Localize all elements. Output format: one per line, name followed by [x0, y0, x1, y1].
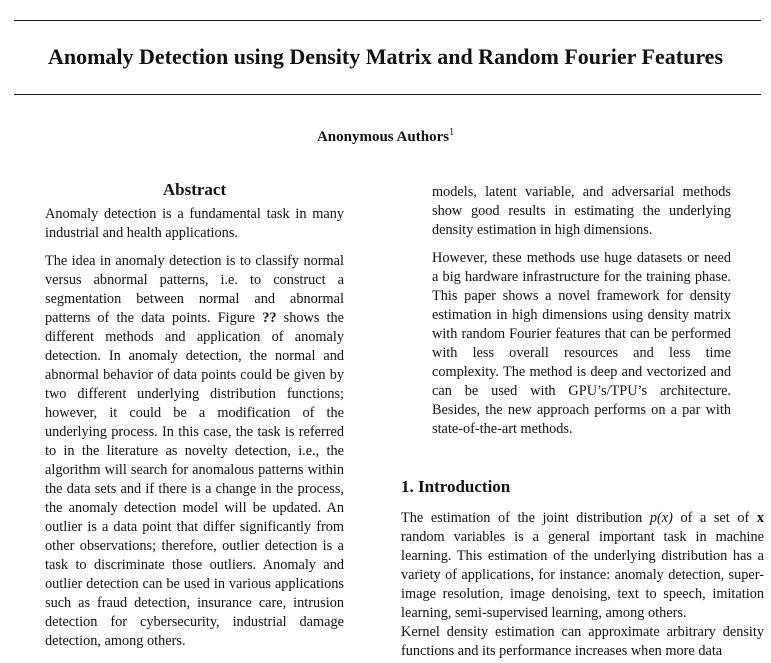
introduction-paragraph-1	[401, 509, 764, 623]
introduction-paragraph-2: Kernel density estimation can approximate arbitrary density functions and its performance increases when more data	[401, 624, 764, 659]
title-bottom-rule	[14, 94, 761, 95]
introduction-heading: 1. Introduction	[401, 477, 511, 496]
abstract-paragraph-3: models, latent variable, and adversarial methods show good results in estimating the underlying density estimation in high dimensions.	[432, 184, 731, 238]
authors: Anonymous Authors	[316, 129, 450, 145]
figure-reference: ??	[262, 310, 277, 326]
introduction-body	[401, 509, 764, 661]
author-affiliation-mark: 1	[449, 127, 455, 138]
math-p-of-x: p(x)	[649, 510, 673, 526]
paper-title: Anomaly Detection using Density Matrix and Random Fourier Features	[47, 44, 724, 69]
abstract-continued	[432, 183, 731, 439]
right-column	[401, 183, 764, 659]
intro-p1-text-a: The estimation of the joint distribution	[401, 510, 650, 526]
title-top-rule	[14, 20, 761, 21]
authors-line	[0, 127, 771, 147]
abstract-paragraph-1: Anomaly detection is a fundamental task in many industrial and health applications.	[45, 206, 344, 241]
abstract-p2-text-b: shows the different methods and application of anomaly detection. In anomaly detection, the normal and abnormal behavior of data points could be given by two different underlying distribution functions; however, it could be a modification of the underlying process. In this case, the task is referred to in the literature as novelty detection, i.e., the algorithm will search for anomalous patterns within the data sets and if there is a change in the process, the anomaly detection model will be updated. An outlier is a data point that differ significantly from other observations; therefore, outlier detection is a task to discriminate those outliers. Anomaly and outlier detection can be used in various applications such as fraud detection, insurance care, intrusion detection for cybersecurity, industrial damage detection, among others.	[45, 310, 344, 649]
abstract-paragraph-4: However, these methods use huge datasets or need a big hardware infrastructure for the training phase. This paper shows a novel framework for density estimation in high dimensions using density matrix with random Fourier features that can be performed with less overall resources and less time complexity. The method is deep and vectorized and can be used with GPU’s/TPU’s architecture. Besides, the new approach performs on a par with state-of-the-art methods.	[432, 250, 731, 437]
math-bold-x: x	[756, 510, 764, 526]
abstract-heading: Abstract	[162, 180, 227, 199]
abstract-p2-text-a: The idea in anomaly detection is to classify normal versus abnormal patterns, i.e. to construct a segmentation between normal and abnormal patterns of the data points. Figure	[45, 253, 344, 326]
intro-p1-text-c: random variables is a general important task in machine learning. This estimation of the underlying distribution has a variety of applications, for instance: anomaly detection, super-image resolution, image denoising, text to speech, imitation learning, semi-supervised learning, among others.	[401, 529, 764, 621]
intro-p1-text-b: of a set of	[672, 510, 757, 526]
left-column	[45, 179, 344, 651]
abstract-paragraph-2	[45, 252, 344, 651]
